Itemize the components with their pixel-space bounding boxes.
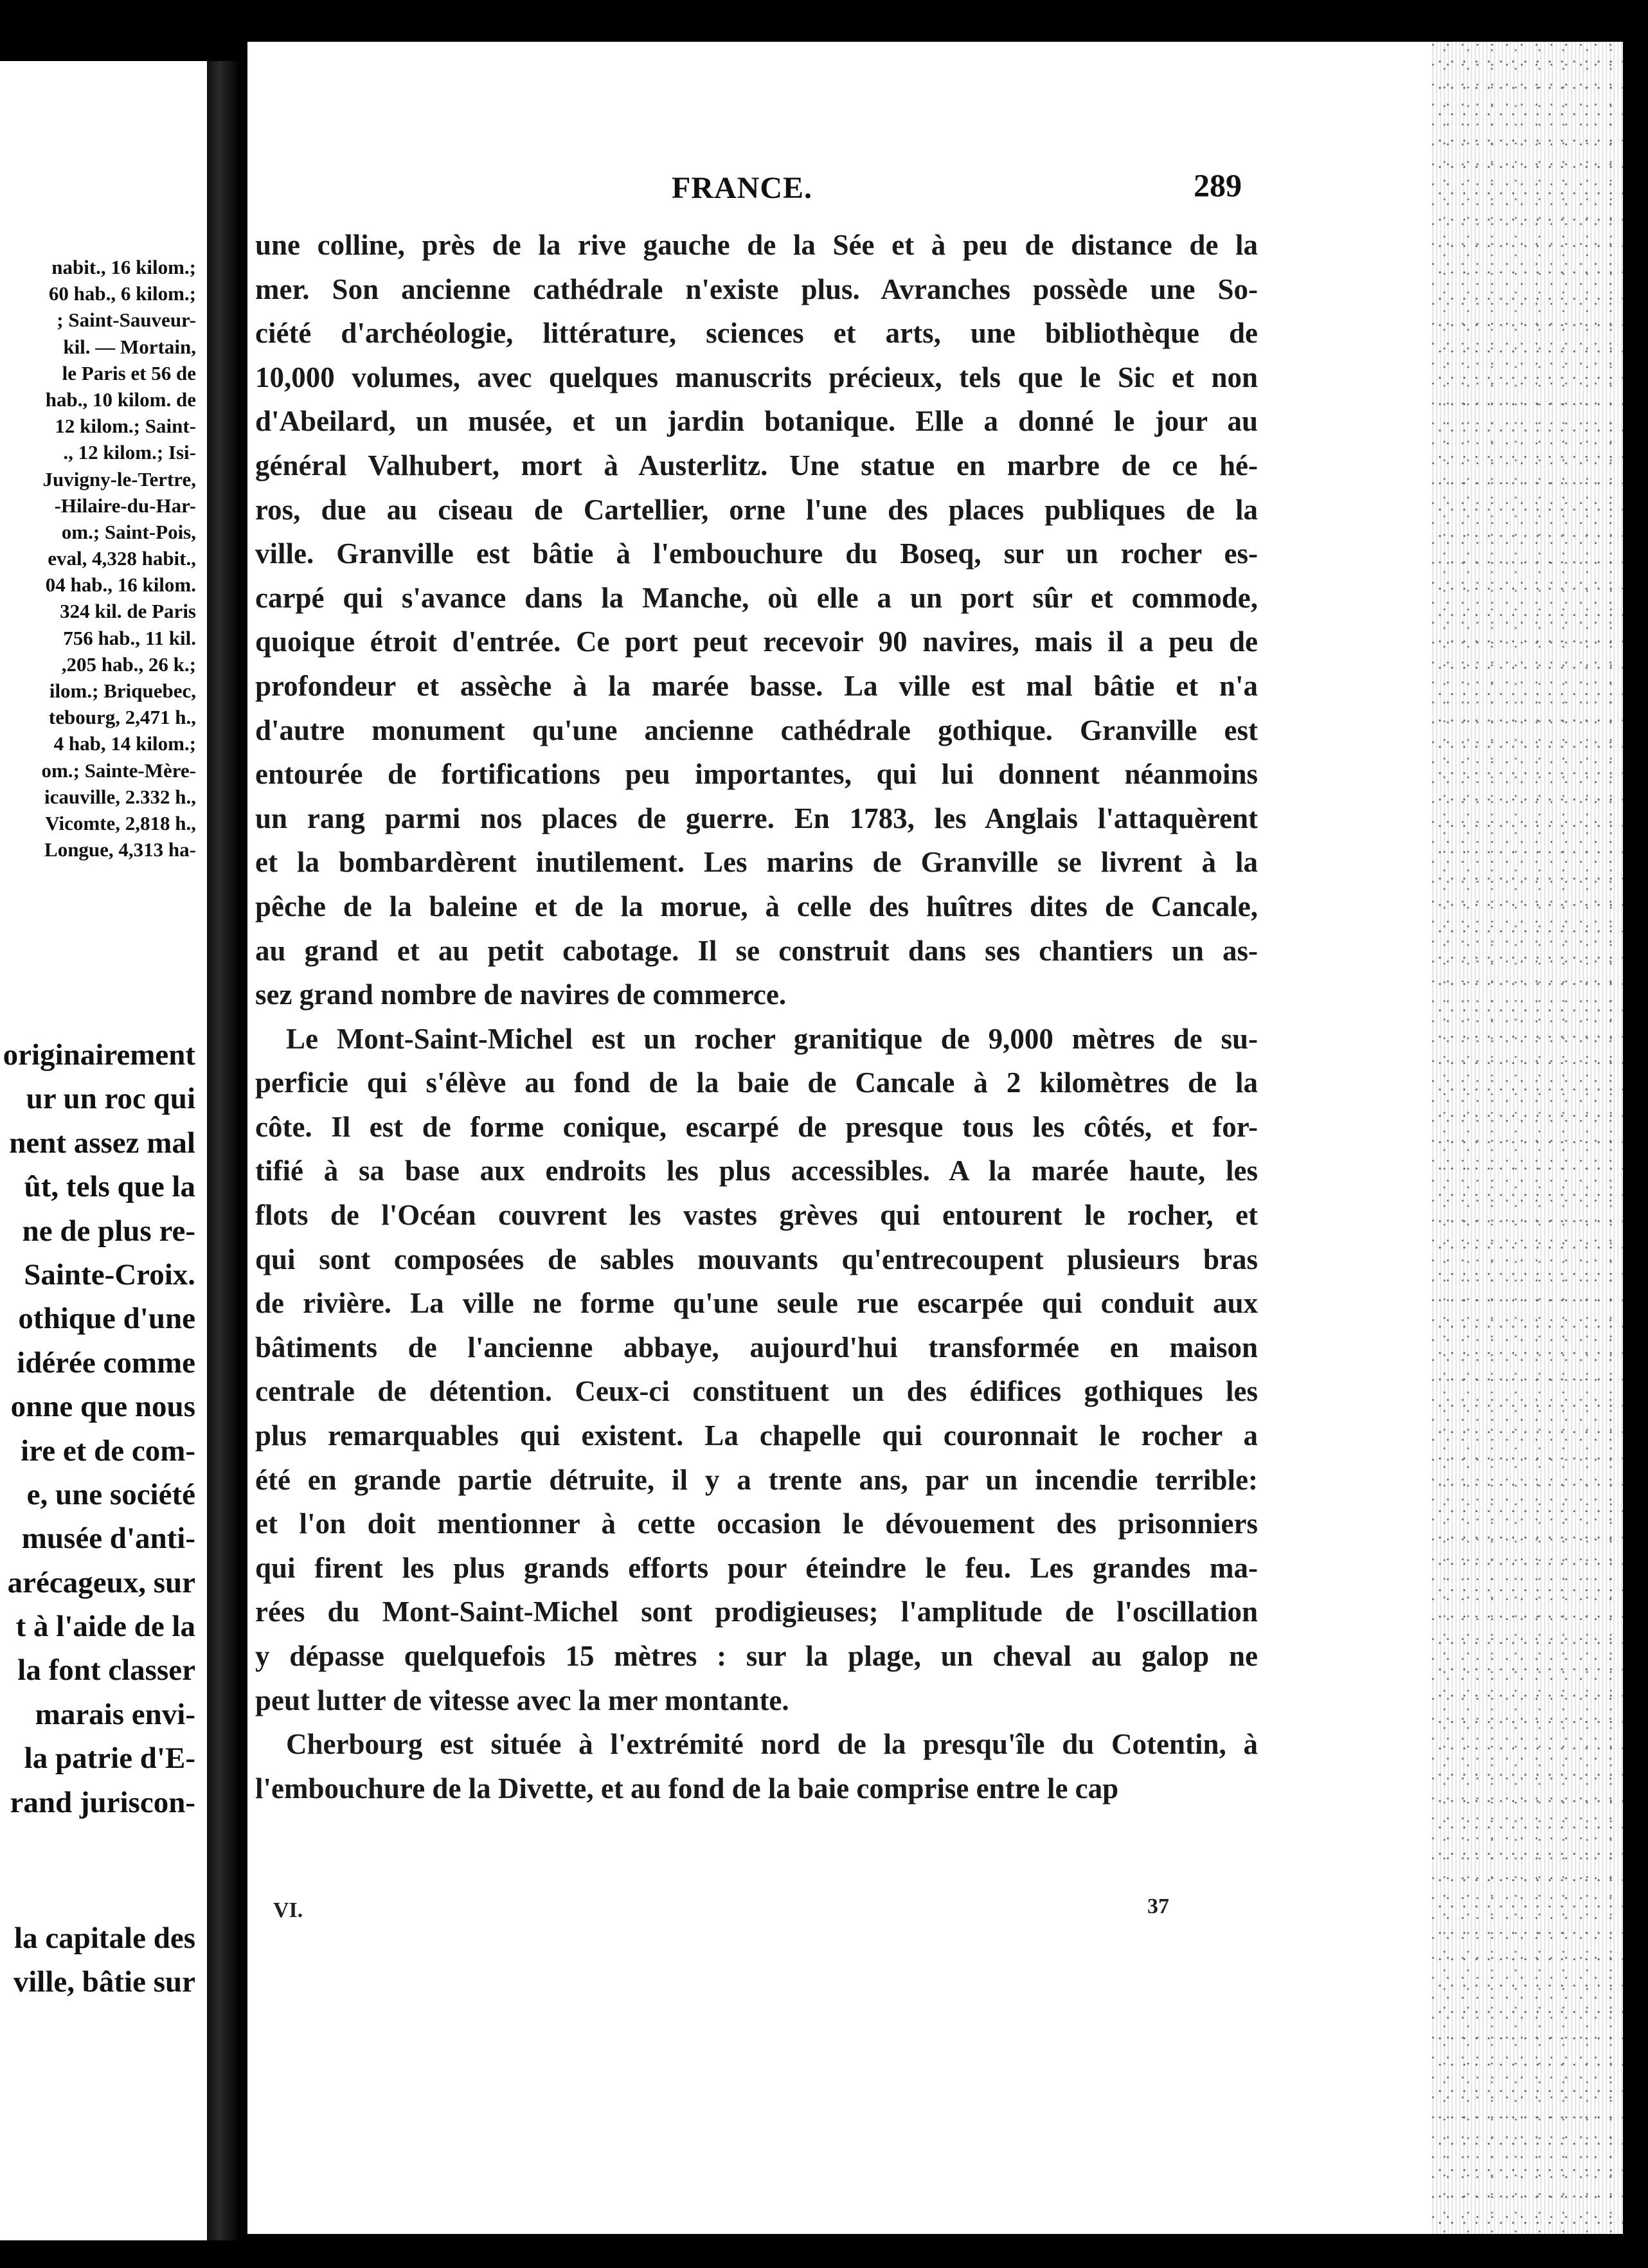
text-line: ciété d'archéologie, littérature, sciences et arts, une bibliothèque de [255,317,1258,350]
left-page-line: Longue, 4,313 ha- [44,838,196,861]
left-page-line: ,205 hab., 26 k.; [61,652,196,676]
left-page-line: ur un roc qui [26,1082,195,1116]
left-page-line: eval, 4,328 habit., [48,547,196,570]
left-page-text-block-end [0,1916,195,2004]
left-page-line: 4 hab, 14 kilom.; [53,732,196,755]
text-line: de rivière. La ville ne forme qu'une seule rue escarpée qui conduit aux [255,1287,1258,1320]
left-page-line: nent assez mal [9,1126,195,1160]
text-line: sez grand nombre de navires de commerce. [255,978,787,1011]
text-line: ville. Granville est bâtie à l'embouchure du Boseq, sur un rocher es- [255,537,1258,570]
text-line: quoique étroit d'entrée. Ce port peut recevoir 90 navires, mais il a peu de [255,626,1258,658]
text-line: bâtiments de l'ancienne abbaye, aujourd'hui transformée en maison [255,1331,1258,1364]
text-line: perficie qui s'élève au fond de la baie de Cancale à 2 kilomètres de la [255,1066,1258,1099]
scan-border-right [1623,0,1648,2268]
left-page-line: om.; Sainte-Mère- [41,759,196,782]
left-page-line: 60 hab., 6 kilom.; [48,282,196,305]
text-line: profondeur et assèche à la marée basse. La ville est mal bâtie et n'a [255,669,1258,702]
text-line: mer. Son ancienne cathédrale n'existe plus. Avranches possède une So- [255,273,1258,305]
left-page-line: kil. — Mortain, [63,335,196,358]
text-line: plus remarquables qui existent. La chapelle qui couronnait le rocher a [255,1419,1258,1452]
left-page-line: arécageux, sur [7,1565,195,1599]
text-line: Le Mont-Saint-Michel est un rocher granitique de 9,000 mètres de su- [286,1022,1258,1055]
left-page-line: idérée comme [17,1346,195,1380]
left-page-line: marais envi- [35,1697,195,1731]
left-page-line: 324 kil. de Paris [60,600,196,623]
left-page-line: onne que nous [10,1390,195,1424]
left-page-line: e, une société [26,1477,195,1511]
page-edge-speckle [1430,42,1623,2234]
text-line: d'Abeilard, un musée, et un jardin botanique. Elle a donné le jour au [255,405,1258,438]
left-page-line: 756 hab., 11 kil. [63,626,196,649]
book-gutter [207,61,238,2240]
left-page-line: icauville, 2.332 h., [44,785,196,808]
text-line: au grand et au petit cabotage. Il se construit dans ses chantiers un as- [255,934,1258,967]
text-line: flots de l'Océan couvrent les vastes grèves qui entourent le rocher, et [255,1199,1258,1232]
left-page-line: ne de plus re- [22,1214,195,1248]
left-page-line: nabit., 16 kilom.; [51,256,196,278]
text-line: carpé qui s'avance dans la Manche, où elle a un port sûr et commode, [255,581,1258,614]
left-page-line: rand juriscon- [10,1785,195,1819]
left-page-line: originairement [3,1038,195,1072]
left-page-line: ville, bâtie sur [13,1965,195,1999]
text-line: et la bombardèrent inutilement. Les marins de Granville se livrent à la [255,846,1258,879]
text-line: qui firent les plus grands efforts pour éteindre le feu. Les grandes ma- [255,1551,1258,1584]
left-page-text-block [0,1033,195,1824]
page-number: 289 [1194,167,1242,203]
text-line: rées du Mont-Saint-Michel sont prodigieuses; l'amplitude de l'oscillation [255,1596,1258,1628]
left-page-line: Juvigny-le-Tertre, [42,467,196,491]
left-page-line: Sainte-Croix. [24,1257,195,1292]
left-page-line: othique d'une [18,1302,195,1336]
left-page-line: ût, tels que la [24,1170,195,1204]
left-page-line: t à l'aide de la [15,1610,195,1644]
text-line: d'autre monument qu'une ancienne cathédrale gothique. Granville est [255,714,1258,746]
text-line: pêche de la baleine et de la morue, à celle des huîtres dites de Cancale, [255,890,1258,923]
left-page-line: 12 kilom.; Saint- [55,415,196,438]
left-page-line: la capitale des [14,1922,195,1955]
text-line: centrale de détention. Ceux-ci constituent un des édifices gothiques les [255,1375,1258,1408]
text-line: un rang parmi nos places de guerre. En 1783, les Anglais l'attaquèrent [255,802,1258,834]
left-page-line: ., 12 kilom.; Isi- [63,441,196,464]
text-line: entourée de fortifications peu importantes, qui lui donnent néanmoins [255,758,1258,791]
left-page-line: 04 hab., 16 kilom. [45,573,196,597]
left-page-line: Vicomte, 2,818 h., [45,811,196,834]
text-line: peut lutter de vitesse avec la mer montante. [255,1684,789,1716]
body-text [255,223,1258,1810]
running-head [247,167,1430,209]
text-line: général Valhubert, mort à Austerlitz. Une statue en marbre de ce hé- [255,449,1258,482]
left-page-line: tebourg, 2,471 h., [48,706,196,729]
text-line: tifié à sa base aux endroits les plus accessibles. A la marée haute, les [255,1155,1258,1187]
book-page [247,42,1430,2234]
left-page-line: hab., 10 kilom. de [45,388,196,411]
text-line: qui sont composées de sables mouvants qu'entrecoupent plusieurs bras [255,1243,1258,1275]
left-page-line: ire et de com- [21,1434,195,1468]
left-page-line: la font classer [17,1653,195,1688]
signature-mark: VI. [273,1898,303,1922]
left-page-line: le Paris et 56 de [62,361,196,384]
left-page-line: la patrie d'E- [24,1742,195,1776]
page-title: FRANCE. [672,171,812,205]
text-line: ros, due au ciseau de Cartellier, orne l'une des places publiques de la [255,493,1258,526]
left-page-line: ilom.; Briquebec, [49,680,196,702]
scan-border-top [0,0,1648,42]
left-page-line: musée d'anti- [21,1522,195,1556]
left-page-line: ; Saint-Sauveur- [57,309,196,332]
signature-number: 37 [1147,1895,1169,1918]
left-page [0,61,207,2240]
left-page-line: -Hilaire-du-Har- [54,494,196,517]
left-page-line: om.; Saint-Pois, [61,520,196,543]
text-line: et l'on doit mentionner à cette occasion le dévouement des prisonniers [255,1508,1258,1540]
text-line: côte. Il est de forme conique, escarpé de presque tous les côtés, et for- [255,1110,1258,1143]
text-line: Cherbourg est située à l'extrémité nord de la presqu'île du Cotentin, à [286,1728,1258,1761]
text-line: été en grande partie détruite, il y a trente ans, par un incendie terrible: [255,1463,1258,1496]
text-line: l'embouchure de la Divette, et au fond de la baie comprise entre le cap [255,1772,1119,1805]
text-line: 10,000 volumes, avec quelques manuscrits précieux, tels que le Sic et non [255,361,1258,393]
left-page-index-block [0,254,196,863]
text-line: y dépasse quelquefois 15 mètres : sur la plage, un cheval au galop ne [255,1640,1258,1672]
text-line: une colline, près de la rive gauche de la Sée et à peu de distance de la [255,229,1258,261]
page-footer [273,1895,1276,1931]
